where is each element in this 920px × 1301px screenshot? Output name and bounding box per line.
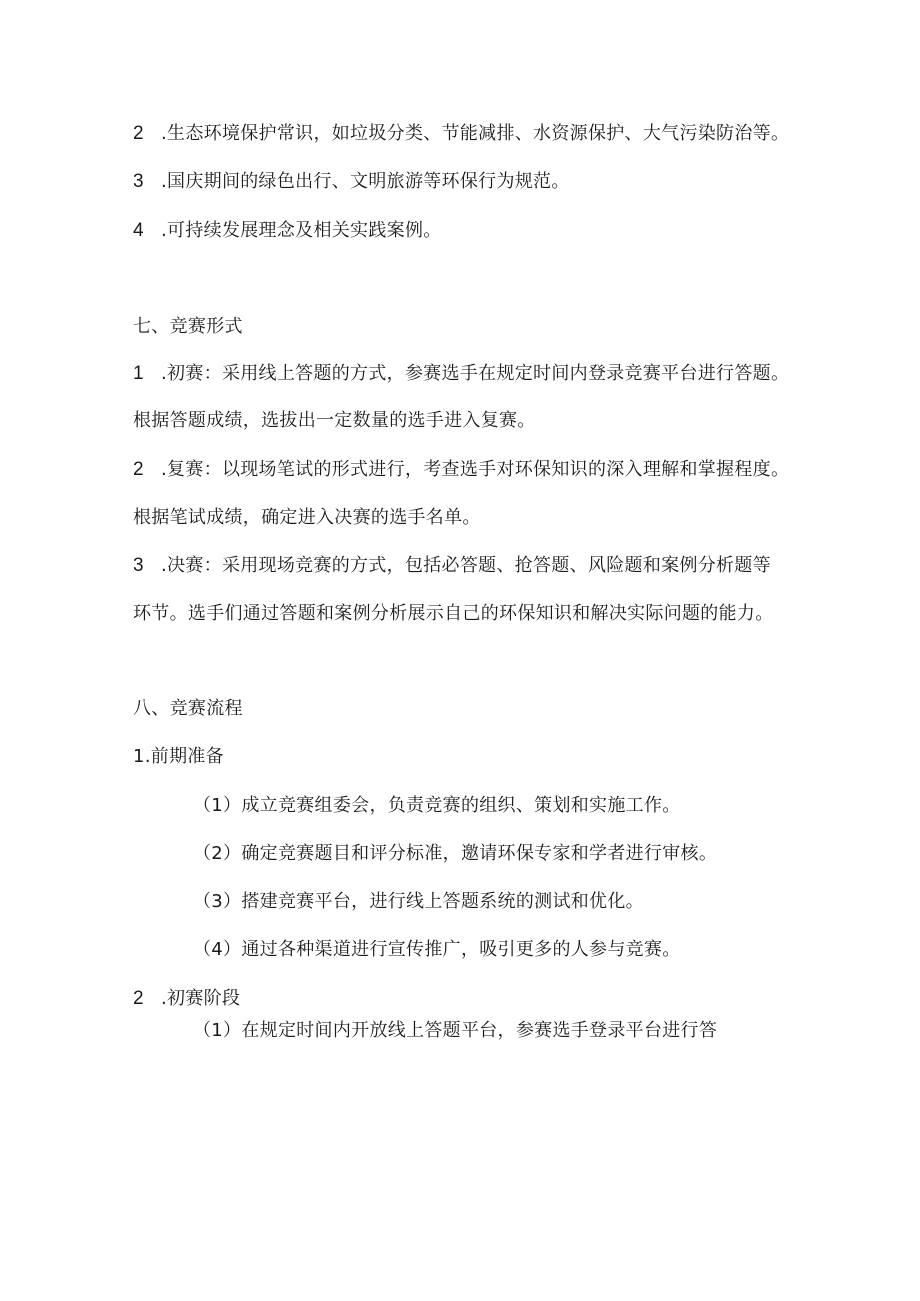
topic-item-2 bbox=[133, 122, 789, 146]
format-item-number: 3 bbox=[133, 555, 144, 576]
topic-item-4 bbox=[133, 219, 442, 243]
topic-item-number: 4 bbox=[133, 220, 144, 241]
topic-item-text: .国庆期间的绿色出行、文明旅游等环保行为规范。 bbox=[155, 171, 570, 192]
topic-item-3 bbox=[133, 170, 570, 194]
topic-item-number: 2 bbox=[133, 123, 144, 144]
format-item-text: .初赛：采用线上答题的方式，参赛选手在规定时间内登录竞赛平台进行答题。 bbox=[155, 363, 790, 384]
prelim-title bbox=[133, 987, 240, 1011]
topic-item-number: 3 bbox=[133, 171, 144, 192]
format-item-text: .决赛：采用现场竞赛的方式，包括必答题、抢答题、风险题和案例分析题等 bbox=[155, 555, 771, 576]
format-item-1-line1 bbox=[133, 362, 789, 386]
format-item-2-line1 bbox=[133, 458, 789, 482]
prelim-number: 2 bbox=[133, 988, 144, 1009]
format-item-3-line1 bbox=[133, 554, 771, 578]
topic-item-text: .可持续发展理念及相关实践案例。 bbox=[155, 220, 442, 241]
prelim-title-text: .初赛阶段 bbox=[155, 988, 241, 1009]
format-item-3-line2: 环节。选手们通过答题和案例分析展示自己的环保知识和解决实际问题的能力。 bbox=[133, 603, 774, 624]
prep-item-3: （3）搭建竞赛平台，进行线上答题系统的测试和优化。 bbox=[193, 891, 644, 912]
topic-item-text: .生态环境保护常识，如垃圾分类、节能减排、水资源保护、大气污染防治等。 bbox=[155, 123, 790, 144]
prep-item-1: （1）成立竞赛组委会，负责竞赛的组织、策划和实施工作。 bbox=[193, 795, 681, 816]
prep-item-2: （2）确定竞赛题目和评分标准，邀请环保专家和学者进行审核。 bbox=[193, 843, 718, 864]
prep-item-4: （4）通过各种渠道进行宣传推广，吸引更多的人参与竞赛。 bbox=[193, 939, 681, 960]
format-item-2-line2: 根据笔试成绩，确定进入决赛的选手名单。 bbox=[133, 507, 481, 528]
format-item-number: 2 bbox=[133, 459, 144, 480]
prep-title: 1.前期准备 bbox=[133, 746, 224, 767]
format-item-text: .复赛：以现场笔试的形式进行，考查选手对环保知识的深入理解和掌握程度。 bbox=[155, 459, 790, 480]
prelim-item-1: （1）在规定时间内开放线上答题平台，参赛选手登录平台进行答 bbox=[193, 1020, 718, 1041]
format-item-1-line2: 根据答题成绩，选拔出一定数量的选手进入复赛。 bbox=[133, 410, 536, 431]
section-heading-format: 七、竞赛形式 bbox=[133, 316, 243, 337]
section-heading-process: 八、竞赛流程 bbox=[133, 698, 243, 719]
format-item-number: 1 bbox=[133, 363, 144, 384]
